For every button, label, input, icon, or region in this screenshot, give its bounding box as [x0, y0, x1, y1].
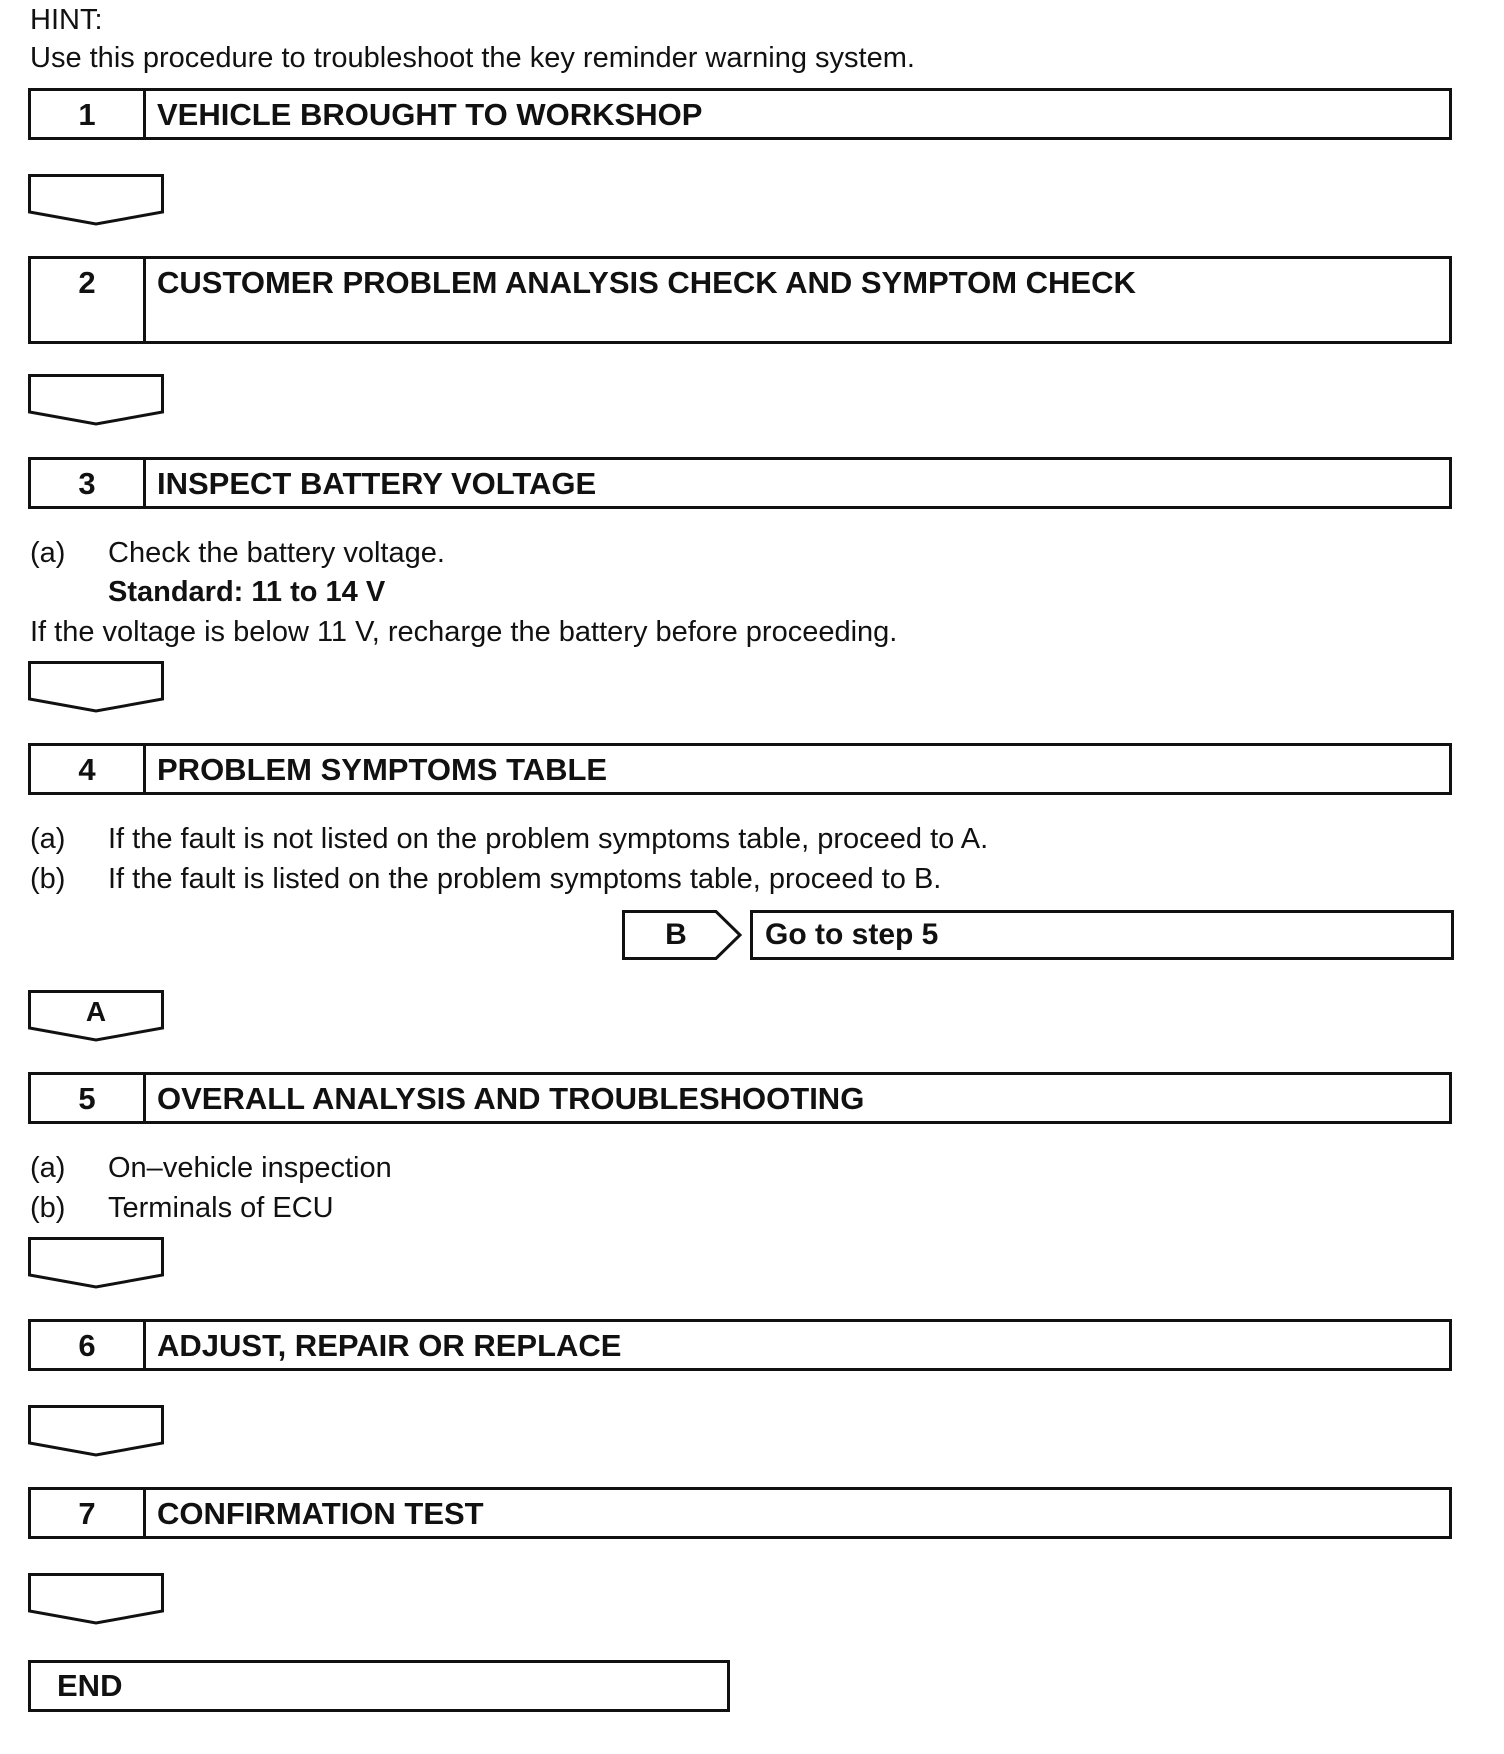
- step-title: ADJUST, REPAIR OR REPLACE: [157, 1328, 622, 1363]
- step5-b-text: Terminals of ECU: [108, 1192, 334, 1224]
- goto-box: [750, 910, 1454, 960]
- step-number: 4: [31, 746, 146, 792]
- step4-b-marker: (b): [30, 863, 66, 895]
- step-number: 6: [31, 1322, 146, 1368]
- step-number: 5: [31, 1075, 146, 1121]
- step-title: CUSTOMER PROBLEM ANALYSIS CHECK AND SYMPTOM CHECK: [157, 265, 1136, 300]
- branch-a-label: A: [85, 996, 107, 1027]
- step5-a-text: On–vehicle inspection: [108, 1152, 392, 1184]
- step-title: INSPECT BATTERY VOLTAGE: [157, 466, 597, 501]
- flow-arrow-a: [28, 990, 164, 1042]
- step-2-box: [28, 256, 1452, 344]
- step-title: PROBLEM SYMPTOMS TABLE: [157, 752, 608, 787]
- flow-arrow: [28, 1237, 164, 1289]
- step-number: 7: [31, 1490, 146, 1536]
- branch-b: [622, 910, 1454, 962]
- step-title: VEHICLE BROUGHT TO WORKSHOP: [157, 97, 703, 132]
- step-number: 1: [31, 91, 146, 137]
- step5-a-marker: (a): [30, 1152, 66, 1184]
- step3-a-text: Check the battery voltage.: [108, 537, 445, 569]
- step-6-box: [28, 1319, 1452, 1371]
- hint-text: Use this procedure to troubleshoot the key reminder warning system.: [30, 42, 915, 74]
- step5-b-marker: (b): [30, 1192, 66, 1224]
- step4-a-marker: (a): [30, 823, 66, 855]
- step-3-box: [28, 457, 1452, 509]
- step3-note: If the voltage is below 11 V, recharge the battery before proceeding.: [30, 616, 898, 648]
- hint-label: HINT:: [30, 4, 103, 36]
- end-box: [28, 1660, 730, 1712]
- step-title: CONFIRMATION TEST: [157, 1496, 484, 1531]
- flow-arrow: [28, 661, 164, 713]
- step-number: 3: [31, 460, 146, 506]
- step-4-box: [28, 743, 1452, 795]
- step4-a-text: If the fault is not listed on the problem symptoms table, proceed to A.: [108, 823, 989, 855]
- goto-text: Go to step 5: [765, 918, 939, 951]
- step-1-box: [28, 88, 1452, 140]
- step3-a-marker: (a): [30, 537, 66, 569]
- flow-arrow: [28, 1573, 164, 1625]
- branch-b-label: B: [665, 918, 687, 951]
- flow-arrow: [28, 1405, 164, 1457]
- step-5-box: [28, 1072, 1452, 1124]
- step4-b-text: If the fault is listed on the problem symptoms table, proceed to B.: [108, 863, 942, 895]
- flow-arrow: [28, 374, 164, 426]
- step3-standard: Standard: 11 to 14 V: [108, 576, 386, 608]
- step-title: OVERALL ANALYSIS AND TROUBLESHOOTING: [157, 1081, 865, 1116]
- step-number: 2: [31, 259, 146, 341]
- end-label: END: [57, 1668, 123, 1703]
- flow-arrow: [28, 174, 164, 226]
- step-7-box: [28, 1487, 1452, 1539]
